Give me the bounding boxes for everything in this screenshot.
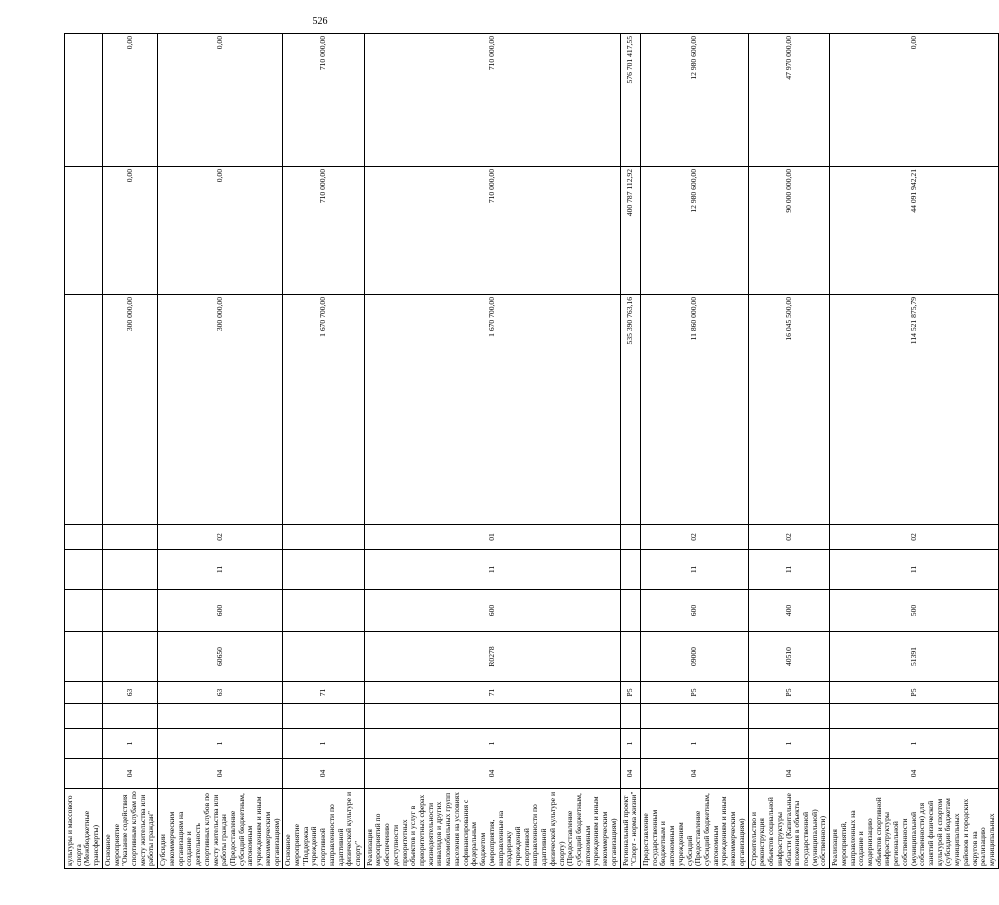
cell-name: Предоставление государственным бюджетным и автономным учреждениям субсидий (Предоставление субсидий бюджетным, автономным учреждениям и иным некоммерческим организациям) (641, 789, 749, 869)
cell-c3 (283, 704, 364, 729)
cell-c7 (65, 550, 103, 590)
cell-c1: 04 (830, 759, 999, 789)
cell-c6: 600 (364, 590, 620, 632)
cell-c8: 01 (364, 525, 620, 550)
cell-c4: P5 (641, 682, 749, 704)
cell-c1: 04 (364, 759, 620, 789)
cell-c1: 04 (641, 759, 749, 789)
cell-c8 (620, 525, 640, 550)
cell-c2: 1 (830, 729, 999, 759)
cell-sum3: 0,00 (830, 34, 999, 167)
cell-c3 (364, 704, 620, 729)
cell-c8: 02 (158, 525, 283, 550)
cell-sum2: 0,00 (102, 167, 157, 295)
cell-c6 (283, 590, 364, 632)
cell-c6: 600 (158, 590, 283, 632)
cell-c7: 11 (364, 550, 620, 590)
cell-sum2: 710 000,00 (283, 167, 364, 295)
cell-c2: 1 (620, 729, 640, 759)
cell-sum3: 0,00 (102, 34, 157, 167)
table-row (748, 34, 829, 869)
cell-c1: 04 (102, 759, 157, 789)
cell-c1 (65, 759, 103, 789)
cell-c7 (102, 550, 157, 590)
cell-c2: 1 (364, 729, 620, 759)
rotated-table-container (64, 34, 997, 869)
table-row (620, 34, 640, 869)
cell-c5 (283, 632, 364, 682)
cell-c3 (158, 704, 283, 729)
cell-c8: 02 (748, 525, 829, 550)
table-row (364, 34, 620, 869)
cell-c7: 11 (830, 550, 999, 590)
cell-name: Строительство и реконструкция объектов социальной инфраструктуры области (Капитальные вложения в объекты государственной (муниципальной) собственности) (748, 789, 829, 869)
cell-sum1: 300 000,00 (158, 295, 283, 525)
cell-c1: 04 (748, 759, 829, 789)
cell-c3 (620, 704, 640, 729)
cell-sum1: 300 000,00 (102, 295, 157, 525)
cell-sum1: 16 045 500,00 (748, 295, 829, 525)
cell-c4: 63 (102, 682, 157, 704)
cell-c5 (620, 632, 640, 682)
cell-c8 (65, 525, 103, 550)
cell-c2: 1 (102, 729, 157, 759)
cell-name: Основное мероприятие "Оказание содействия спортивным клубам по месту жительства или работы граждан" (102, 789, 157, 869)
table-row (158, 34, 283, 869)
cell-c5: 40510 (748, 632, 829, 682)
cell-name: Региональный проект "Спорт - норма жизни" (620, 789, 640, 869)
cell-sum3: 710 000,00 (283, 34, 364, 167)
cell-c3 (748, 704, 829, 729)
cell-sum2: 400 787 112,92 (620, 167, 640, 295)
cell-c6: 400 (748, 590, 829, 632)
cell-c8 (102, 525, 157, 550)
cell-c2: 1 (748, 729, 829, 759)
cell-c6: 600 (641, 590, 749, 632)
cell-c5 (102, 632, 157, 682)
cell-c4: 71 (364, 682, 620, 704)
cell-c7: 11 (158, 550, 283, 590)
cell-sum1: 114 521 875,79 (830, 295, 999, 525)
cell-c7 (283, 550, 364, 590)
cell-c8: 02 (641, 525, 749, 550)
cell-c2: 1 (641, 729, 749, 759)
table-body (65, 34, 999, 869)
cell-c7: 11 (641, 550, 749, 590)
cell-c6: 500 (830, 590, 999, 632)
cell-c4: 63 (158, 682, 283, 704)
cell-c6 (102, 590, 157, 632)
cell-sum2: 710 000,00 (364, 167, 620, 295)
cell-c4: P5 (830, 682, 999, 704)
cell-c6 (620, 590, 640, 632)
cell-sum1 (65, 295, 103, 525)
cell-name: Реализация мероприятий по обеспечению доступности приоритетных объектов и услуг в приоритетных сферах жизнедеятельности инвалидов и других маломобильных групп населения на условиях софинансирования с федеральным бюджетом (мероприятия, направленные на поддержку учреждений спортивной направленности по адаптивной физической культуре и спорту) (Предоставление субсидий бюджетным, автономным учреждениям и иным некоммерческим организациям) (364, 789, 620, 869)
table-row (283, 34, 364, 869)
cell-c5: 09000 (641, 632, 749, 682)
page-number: 526 (312, 16, 328, 27)
budget-table (64, 33, 999, 869)
cell-c5: R0278 (364, 632, 620, 682)
cell-c2: 1 (283, 729, 364, 759)
cell-sum3: 47 970 000,00 (748, 34, 829, 167)
cell-sum2: 44 091 942,21 (830, 167, 999, 295)
cell-c1: 04 (283, 759, 364, 789)
cell-sum3: 576 701 417,55 (620, 34, 640, 167)
cell-c8: 02 (830, 525, 999, 550)
cell-c1: 04 (158, 759, 283, 789)
cell-name: Субсидии некоммерческим организациям на создание и деятельность спортивных клубов по месту жительства или работы граждан (Предоставление субсидий бюджетным, автономным учреждениям и иным некоммерческим организациям) (158, 789, 283, 869)
cell-sum2: 12 980 600,00 (641, 167, 749, 295)
cell-c5 (65, 632, 103, 682)
cell-c5: 60650 (158, 632, 283, 682)
cell-sum3: 710 000,00 (364, 34, 620, 167)
cell-c3 (102, 704, 157, 729)
cell-c3 (641, 704, 749, 729)
cell-c7 (620, 550, 640, 590)
cell-sum3: 12 980 600,00 (641, 34, 749, 167)
cell-sum2: 90 000 000,00 (748, 167, 829, 295)
cell-name: Основное мероприятие "Поддержка учреждений спортивной направленности по адаптивной физической культуре и спорту" (283, 789, 364, 869)
cell-c1: 04 (620, 759, 640, 789)
table-row (65, 34, 103, 869)
cell-sum2: 0,00 (158, 167, 283, 295)
cell-c6 (65, 590, 103, 632)
cell-c3 (830, 704, 999, 729)
cell-c2: 1 (158, 729, 283, 759)
cell-name: культуры и массового спорта (Межбюджетные трансферты) (65, 789, 103, 869)
cell-sum1: 11 860 000,00 (641, 295, 749, 525)
table-row (102, 34, 157, 869)
cell-name: Реализация мероприятий, направленных на создание и модернизацию объектов спортивной инфраструктуры региональной собственности (муниципальной собственности) для занятий физической культурой и спортом (субсидии бюджетам муниципальных районов и городских округов на реализацию муниципальных (830, 789, 999, 869)
cell-sum1: 535 390 763,16 (620, 295, 640, 525)
cell-sum2 (65, 167, 103, 295)
cell-c2 (65, 729, 103, 759)
cell-sum3 (65, 34, 103, 167)
table-row (641, 34, 749, 869)
cell-c5: 51391 (830, 632, 999, 682)
cell-c4: 71 (283, 682, 364, 704)
cell-sum3: 0,00 (158, 34, 283, 167)
cell-sum1: 1 670 700,00 (364, 295, 620, 525)
cell-c4: P5 (620, 682, 640, 704)
table-row (830, 34, 999, 869)
cell-c3 (65, 704, 103, 729)
cell-c4 (65, 682, 103, 704)
cell-c4: P5 (748, 682, 829, 704)
cell-c8 (283, 525, 364, 550)
cell-c7: 11 (748, 550, 829, 590)
cell-sum1: 1 670 700,00 (283, 295, 364, 525)
